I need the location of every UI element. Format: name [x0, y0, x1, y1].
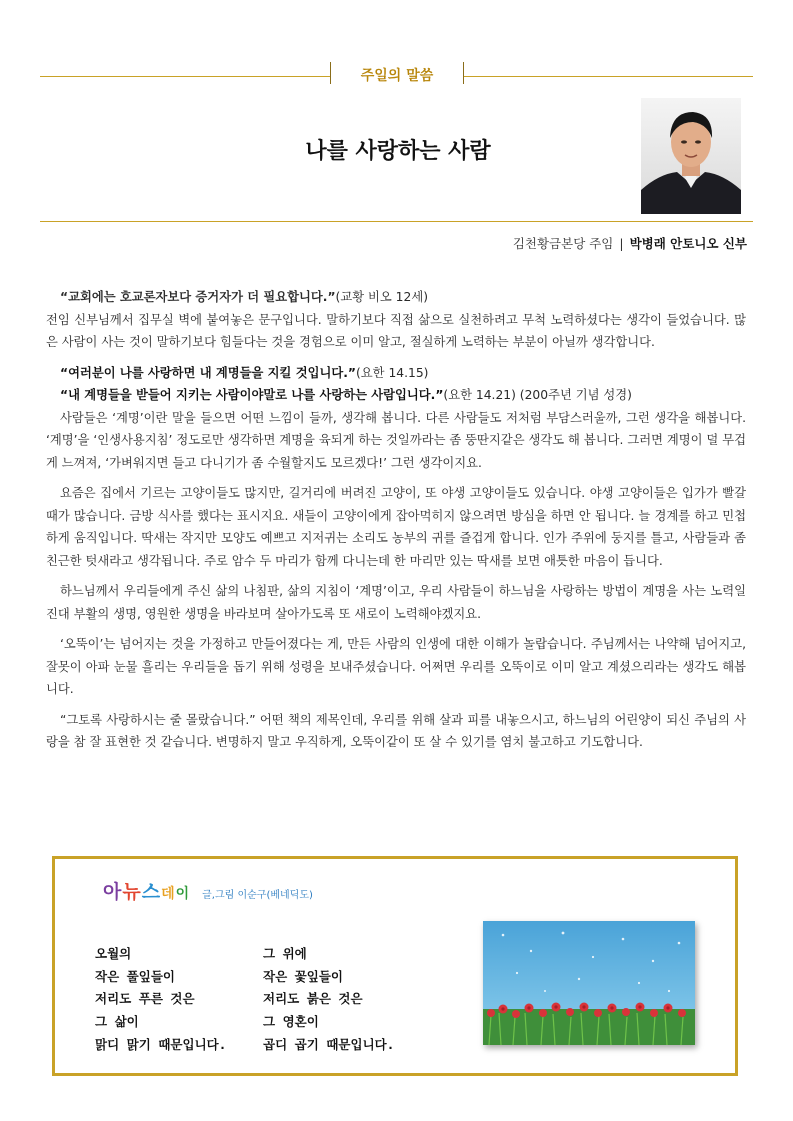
poem-left-line-5: 맑디 맑기 때문입니다. — [95, 1036, 227, 1052]
article-paragraph-4: 하느님께서 우리들에게 주신 삶의 나침판, 삶의 지침이 ‘계명’이고, 우리 사람들이 하느님을 사랑하는 방법이 계명을 사는 노력일진대 부활의 생명, 영원한 생명을 바라보며 살아가도록 또 새로이 노력해야겠지요. — [46, 584, 746, 621]
header-rule-left — [40, 76, 330, 77]
flower-painting — [483, 921, 695, 1045]
section-label-box — [330, 62, 464, 88]
page-title: 나를 사랑하는 사람 — [305, 139, 491, 164]
header-bottom-rule — [40, 221, 753, 222]
quote-pius-source: (교황 비오 12세) — [335, 290, 429, 304]
poem-right-line-2: 작은 꽃잎들이 — [263, 968, 343, 984]
poem-left-line-3: 저리도 푸른 것은 — [95, 991, 195, 1007]
poem-left-line-2: 작은 풀잎들이 — [95, 968, 175, 984]
article-paragraph-6: “그토록 사랑하시는 줄 몰랐습니다.” 어떤 책의 제목인데, 우리를 위해 살과 피를 내놓으시고, 하느님의 어린양이 되신 주님의 사랑을 참 잘 표현한 것 같습니다. 변명하지 말고 우직하게, 오뚝이같이 또 살 수 있기를 염치 불고하고 기도합니다. — [46, 712, 746, 749]
poem-left-line-4: 그 삶이 — [95, 1014, 139, 1030]
article-body — [46, 286, 746, 762]
poem-right-line-3: 저리도 붉은 것은 — [263, 991, 363, 1007]
poem-right-column — [263, 943, 394, 1057]
poem-right-line-5: 곱디 곱기 때문입니다. — [263, 1036, 395, 1052]
article-paragraph-2: 사람들은 ‘계명’이란 말을 들으면 어떤 느낌이 들까, 생각해 봅니다. 다른 사람들도 저처럼 부담스러울까, 그런 생각을 해봅니다. ‘계명’을 ‘인생사용지침’ 정도로만 생각하면 계명을 육되게 하는 것일까라는 좀 뚱딴지같은 생각도 해 봅니다. 그러면 계명이 덜 무겁게 느껴져, ‘가벼워지면 들고 다니기가 좀 수월할지도 모르겠다!’ 그런 생각이지요. — [46, 410, 746, 470]
section-label: 주일의 말씀 — [360, 68, 434, 84]
byline-author: 박병래 안토니오 신부 — [629, 236, 747, 251]
byline-separator: | — [619, 236, 624, 251]
logo-letter-2: 뉴 — [122, 881, 142, 903]
quote-john-14-15-text: “여러분이 나를 사랑하면 내 계명들을 지킬 것입니다.” — [60, 365, 356, 380]
quote-john-14-21-source: (요한 14.21) (200주년 기념 성경) — [443, 388, 632, 402]
article-paragraph-3: 요즘은 집에서 기르는 고양이들도 많지만, 길거리에 버려진 고양이, 또 야생 고양이들도 있습니다. 야생 고양이들은 입가가 빨갈 때가 많습니다. 금방 식사를 했다는 표시지요. 새들이 고양이에게 잡아먹히지 않으려면 방심을 하면 안 됩니다. 늘 경계를 하고 민첩하게 움직입니다. 딱새는 작지만 모양도 예쁘고 지저귀는 소리도 농부의 귀를 즐겁게 합니다. 인가 주위에 둥지를 틀고, 사람들과 좀 친근한 텃새라고 생각됩니다. 주로 암수 두 마리가 함께 다니는데 한 마리만 있는 딱새를 보면 애틋한 마음이 듭니다. — [46, 486, 746, 568]
quote-john-14-21-text: “내 계명들을 받들어 지키는 사람이야말로 나를 사랑하는 사람입니다.” — [60, 388, 444, 402]
quote-john-14-15-source: (요한 14.15) — [355, 365, 429, 380]
quote-pius: “교회에는 호교론자보다 증거자가 더 필요합니다.” — [60, 290, 336, 304]
poem-left-line-1: 오월의 — [95, 946, 132, 961]
paragraph-1-body: 전임 신부님께서 집무실 벽에 붙여놓은 문구입니다. 말하기보다 직접 삶으로 실천하려고 무척 노력하셨다는 생각이 들었습니다. 많은 사람이 사는 것이 말하기보다 힘들다는 것을 경험으로 이미 알고, 절실하게 노력하는 부분이 아닐까 생각합니다. — [46, 312, 746, 349]
anewsday-box — [52, 856, 738, 1076]
anewsday-logo — [103, 877, 313, 904]
poem-left-column — [95, 943, 226, 1057]
article-paragraph-5: ‘오뚝이’는 넘어지는 것을 가정하고 만들어졌다는 게, 만든 사람의 인생에 대한 이해가 놀랍습니다. 주님께서는 나약해 넘어지고, 잘못이 아파 눈물 흘리는 우리들을 돕기 위해 성령을 보내주셨습니다. 어쩌면 우리를 오뚝이로 이미 알고 계셨으리라는 생각도 해봅니다. — [46, 637, 746, 696]
header-rule-right — [464, 76, 753, 77]
anewsday-credit: 글,그림 이순구(베네딕도) — [202, 890, 313, 901]
logo-letter-3: 스 — [141, 881, 162, 903]
quote-john-14-21 — [46, 384, 746, 407]
priest-photo — [641, 98, 741, 214]
poem-right-line-1: 그 위에 — [263, 946, 307, 961]
byline — [513, 234, 747, 252]
logo-letter-5: 이 — [175, 886, 191, 902]
quote-john-14-15 — [46, 362, 746, 385]
logo-letter-1: 아 — [103, 881, 123, 903]
byline-role: 김천황금본당 주임 — [512, 236, 614, 251]
logo-letter-4: 데 — [161, 886, 176, 902]
article-paragraph-1 — [46, 286, 746, 354]
poem-right-line-4: 그 영혼이 — [263, 1014, 319, 1030]
